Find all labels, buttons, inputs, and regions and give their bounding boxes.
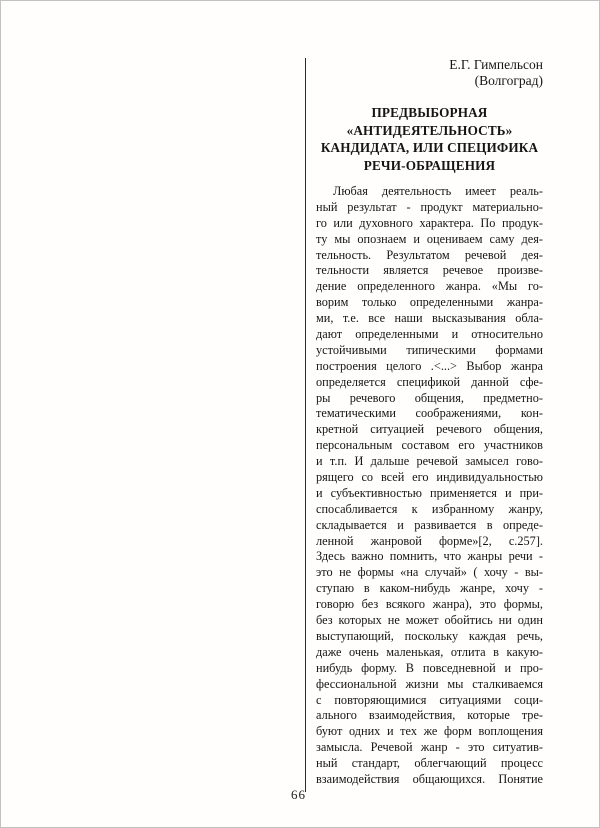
article-body-line: ворим только определенными жанра- [316, 295, 543, 310]
article-title-line: «АНТИДЕЯТЕЛЬНОСТЬ» [346, 122, 513, 138]
article-body-line: ленной жанровой форме»[2, с.257]. [316, 533, 543, 548]
author-name: Е.Г. Гимпельсон [449, 57, 543, 72]
article-body-line: буют одних и тех же форм воплощения [316, 724, 543, 739]
article-body-line: тельность. Результатом речевой дея- [316, 247, 543, 262]
article-body-line: без которых не может обойтись ни один [316, 613, 543, 628]
author-byline [316, 57, 543, 89]
article-body-line: спосабливается к избранному жанру, [316, 501, 543, 516]
article-body-line: Здесь важно помнить, что жанры речи - [316, 549, 543, 564]
article-body-line: ный результат - продукт материально- [316, 199, 543, 214]
article-body-line: кретной ситуацией речевого общения, [316, 422, 543, 437]
article-title-line: ПРЕДВЫБОРНАЯ [371, 105, 488, 120]
article-body-line: ступаю в каком-нибудь жанре, хочу - [316, 581, 543, 596]
article-body-line: складывается и развивается в опреде- [316, 517, 543, 532]
article-title-line: РЕЧИ-ОБРАЩЕНИЯ [363, 157, 496, 173]
article-body-line: го или духовного характера. По продук- [316, 215, 543, 230]
article-body-line: ального взаимодействия, которые тре- [316, 708, 543, 723]
article-body-line: с повторяющимися ситуациями соци- [316, 692, 543, 707]
article-body-line: построения целого .<...> Выбор жанра [316, 358, 543, 373]
page-number: 66 [291, 787, 306, 802]
article-body-line: ми, т.е. все наши высказывания обла- [316, 311, 543, 326]
article-body-line: рящего со всей его индивидуальностью [316, 470, 543, 485]
article-title-line: КАНДИДАТА, ИЛИ СПЕЦИФИКА [320, 140, 539, 155]
article-body-line: ры речевого общения, предметно- [316, 390, 543, 405]
author-location: (Волгоград) [474, 73, 543, 88]
article-body-line: определяется спецификой данной сфе- [316, 374, 543, 389]
article-body [316, 184, 543, 788]
article-body-line: фессиональной жизни мы сталкиваемся [316, 676, 543, 691]
article-body-line: замысла. Речевой жанр - это ситуатив- [316, 740, 543, 755]
article-body-line: выступающий, поскольку каждая речь, [316, 628, 543, 643]
article-body-line: тельности является речевое произве- [316, 263, 543, 278]
article-body-line: это не формы «на случай» ( хочу - вы- [316, 565, 543, 580]
column-divider-line [305, 58, 306, 792]
article-body-line: ный стандарт, облегчающий процесс [316, 756, 543, 771]
article-body-line: и т.п. И дальше речевой замысел гово- [316, 454, 543, 469]
article-body-line: дают определенными и относительно [316, 327, 543, 342]
article-body-line: нибудь форму. В повседневной и про- [316, 660, 543, 675]
article-body-line: даже очень маленькая, отлита в какую- [316, 644, 543, 659]
article-title [316, 104, 543, 174]
article-body-line: взаимодействия общающихся. Понятие [316, 771, 543, 786]
article-body-line: устойчивыми типическими формами [316, 342, 543, 357]
article-body-line: говорю без всякого жанра), это формы, [316, 597, 543, 612]
article-body-line: тематическими соображениями, кон- [316, 406, 543, 421]
article-body-line: ту мы опознаем и оцениваем саму дея- [316, 231, 543, 246]
article-body-line: персональным составом его участников [316, 438, 543, 453]
article-body-line: Любая деятельность имеет реаль- [333, 184, 543, 198]
article-body-line: дение определенного жанра. «Мы го- [316, 279, 543, 294]
article-body-line: и субъективностью применяется и при- [316, 485, 543, 500]
